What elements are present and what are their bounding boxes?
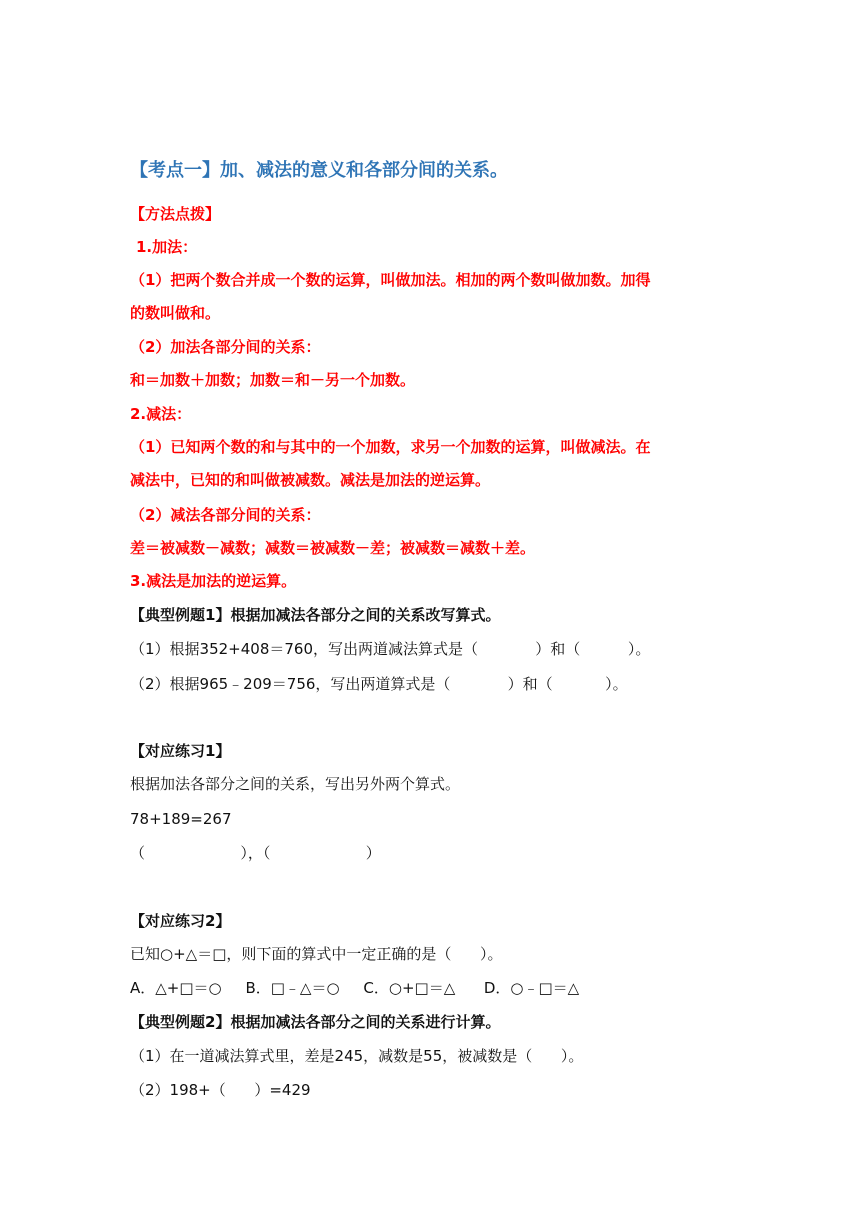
example1-question1: （1）根据352+408＝760，写出两道减法算式是（ ）和（ ）。: [130, 640, 651, 658]
subtraction-title: 2.减法：: [130, 405, 192, 423]
method-title: 【方法点拨】: [130, 205, 221, 223]
practice2-title: 【对应练习2】: [130, 912, 231, 930]
practice1-title: 【对应练习1】: [130, 742, 231, 760]
example1-question2: （2）根据965﹣209＝756，写出两道算式是（ ）和（ ）。: [130, 675, 628, 693]
subtraction-definition-line1: （1）已知两个数的和与其中的一个加数，求另一个加数的运算，叫做减法。在: [130, 438, 651, 456]
practice1-instruction: 根据加法各部分之间的关系，写出另外两个算式。: [130, 775, 461, 793]
practice1-equation: 78+189=267: [130, 810, 232, 828]
section-heading: 【考点一】加、减法的意义和各部分间的关系。: [130, 160, 508, 181]
example2-title: 【典型例题2】根据加减法各部分之间的关系进行计算。: [130, 1013, 501, 1031]
addition-definition-line1: （1）把两个数合并成一个数的运算，叫做加法。相加的两个数叫做加数。加得: [130, 271, 651, 289]
example2-question2: （2）198+（ ）=429: [130, 1081, 311, 1099]
addition-title: 1.加法：: [136, 238, 198, 256]
example1-title: 【典型例题1】根据加减法各部分之间的关系改写算式。: [130, 606, 501, 624]
example2-question1: （1）在一道减法算式里，差是245，减数是55，被减数是（ ）。: [130, 1047, 584, 1065]
addition-relation: 和＝加数＋加数；加数＝和－另一个加数。: [130, 371, 416, 389]
practice2-question: 已知○+△＝□，则下面的算式中一定正确的是（ ）。: [130, 945, 503, 963]
subtraction-relation-title: （2）减法各部分间的关系：: [130, 506, 321, 524]
practice2-options: A．△+□＝○ B．□﹣△＝○ C．○+□＝△ D．○﹣□＝△: [130, 979, 580, 997]
practice1-answer-blanks: （ ），（ ）: [130, 844, 381, 862]
addition-relation-title: （2）加法各部分间的关系：: [130, 338, 321, 356]
inverse-operation-note: 3.减法是加法的逆运算。: [130, 572, 297, 590]
addition-definition-line2: 的数叫做和。: [130, 304, 221, 322]
subtraction-definition-line2: 减法中，已知的和叫做被减数。减法是加法的逆运算。: [130, 471, 491, 489]
subtraction-relation: 差＝被减数－减数；减数＝被减数－差；被减数＝减数＋差。: [130, 539, 536, 557]
